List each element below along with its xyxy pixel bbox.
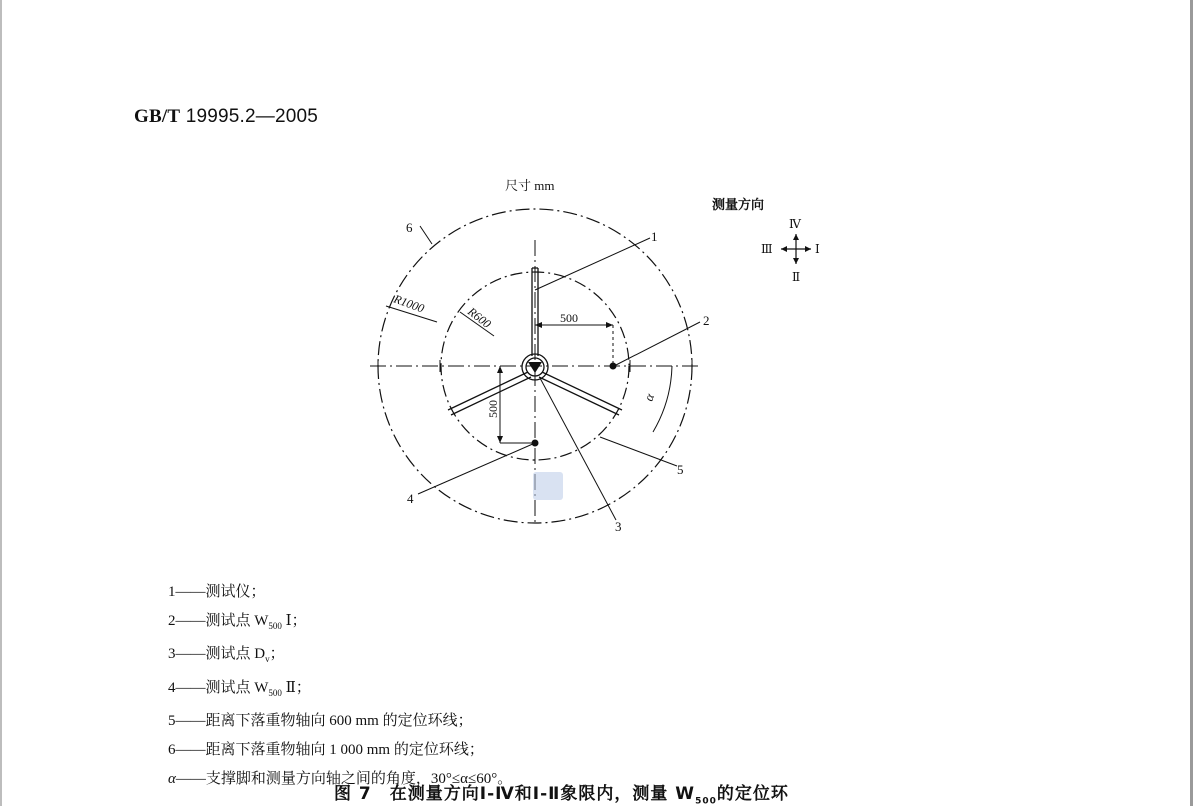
direction-title: 测量方向: [712, 197, 765, 212]
legend-item: 2——测试点 $W_{500}$ Ⅰ；: [168, 612, 307, 631]
page-border-left: [0, 0, 2, 806]
figure-legend: [168, 578, 512, 793]
dim-horizontal-500: 500: [560, 311, 578, 325]
radius-1000-label: R1000: [391, 291, 427, 316]
callout-4: 4: [407, 491, 414, 506]
radius-600-label: R600: [465, 304, 494, 331]
angle-alpha-label: α: [640, 391, 658, 404]
watermark-logo: [533, 472, 563, 500]
legend-item: α——支撑脚和测量方向轴之间的角度，30°≤α≤60°。: [168, 770, 513, 787]
standard-number: 19995.2—2005: [185, 106, 319, 127]
direction-i: Ⅰ: [815, 242, 820, 256]
callout-5: 5: [677, 462, 684, 477]
direction-ii: Ⅱ: [792, 270, 801, 284]
standard-code: [134, 106, 318, 128]
units-label: 尺寸 mm: [505, 178, 555, 193]
tripod-instrument: [448, 268, 622, 415]
standard-prefix: GB/T: [134, 106, 181, 127]
legend-item: 1——测试仪；: [168, 584, 266, 600]
legend-item: 5——距离下落重物轴向 600 mm 的定位环线；: [168, 713, 473, 730]
callout-6: 6: [406, 220, 413, 235]
direction-iv: Ⅳ: [789, 217, 801, 231]
figure-diagram: [340, 160, 840, 540]
callout-1: 1: [651, 229, 658, 244]
legend-item: 6——距离下落重物轴向 1 000 mm 的定位环线；: [168, 741, 484, 758]
legend-item: 4——测试点 $W_{500}$ Ⅱ；: [168, 679, 311, 698]
callout-2: 2: [703, 313, 710, 328]
figure-caption: 图 7 在测量方向Ⅰ-Ⅳ和Ⅰ-Ⅱ象限内，测量 $W_{500}$的定位环: [334, 784, 789, 806]
legend-item: 3——测试点 $D_v$；: [168, 646, 285, 665]
callout-3: 3: [615, 519, 622, 534]
direction-iii: Ⅲ: [761, 242, 773, 256]
dim-vertical-500: 500: [486, 400, 500, 418]
